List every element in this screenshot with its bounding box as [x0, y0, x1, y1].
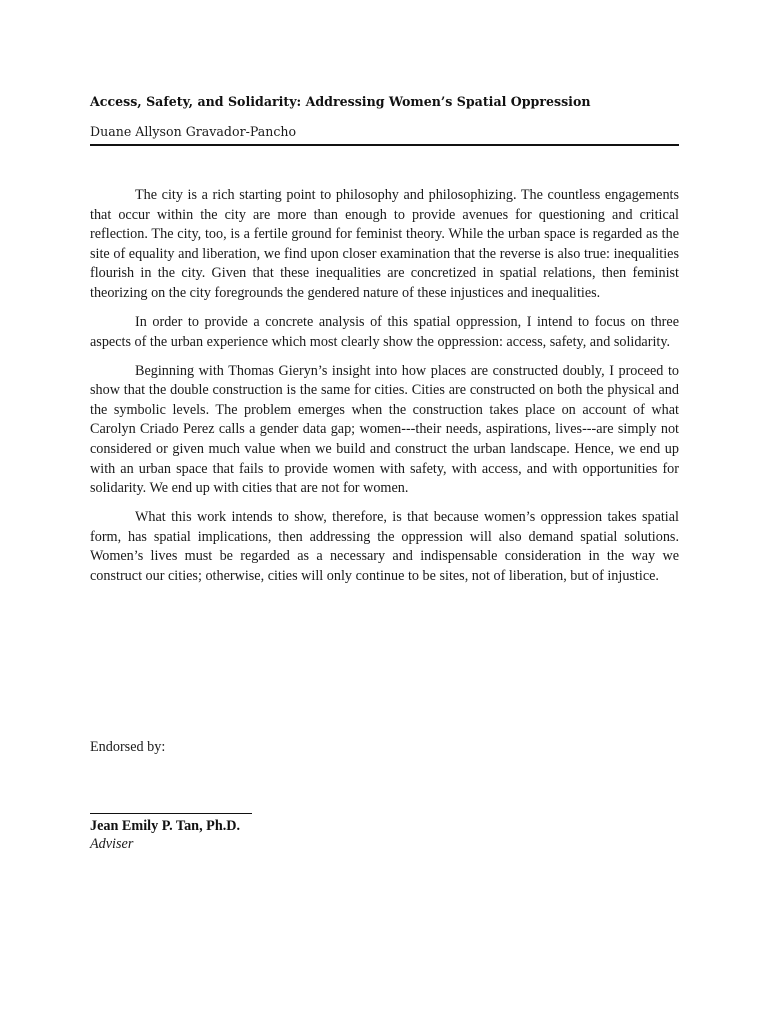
paragraph-4: What this work intends to show, therefore, is that because women’s oppression takes spatial form, has spatial implications, then addressing the oppression will also demand spatial solutions. Women’s lives must be regarded as a necessary and indispensable consideration in the way we construct our cities; otherwise, cities will only continue to be sites, not of liberation, but of injustice. — [90, 509, 679, 584]
endorsed-label: Endorsed by: — [90, 739, 166, 755]
abstract-body — [90, 186, 679, 596]
signature-line — [90, 813, 252, 814]
adviser-role: Adviser — [90, 836, 134, 852]
author-name: Duane Allyson Gravador-Pancho — [90, 124, 297, 139]
adviser-name: Jean Emily P. Tan, Ph.D. — [90, 818, 241, 834]
document-title: Access, Safety, and Solidarity: Addressing Women’s Spatial Oppression — [90, 94, 591, 109]
paragraph-3: Beginning with Thomas Gieryn’s insight into how places are constructed doubly, I proceed to show that the double construction is the same for cities. Cities are constructed on both the physical and the symbolic levels. The problem emerges when the construction takes place on account of what Carolyn Criado Perez calls a gender data gap; women---their needs, aspirations, lives---are simply not considered or given much value when we build and construct the urban landscape. Hence, we end up with an urban space that fails to provide women with safety, with access, and with opportunities for solidarity. We end up with cities that are not for women. — [90, 362, 679, 497]
paragraph-2: In order to provide a concrete analysis of this spatial oppression, I intend to focus on three aspects of the urban experience which most clearly show the oppression: access, safety, and solidarity. — [90, 313, 679, 350]
paragraph-1: The city is a rich starting point to philosophy and philosophizing. The countless engagements that occur within the city are more than enough to provide avenues for questioning and critical reflection. The city, too, is a fertile ground for feminist theory. While the urban space is regarded as the site of equality and liberation, we find upon closer examination that the reverse is also true: inequalities flourish in the city. Given that these inequalities are concretized in spatial relations, then feminist theorizing on the city foregrounds the gendered nature of these injustices and inequalities. — [90, 187, 679, 301]
header-divider — [90, 144, 679, 146]
